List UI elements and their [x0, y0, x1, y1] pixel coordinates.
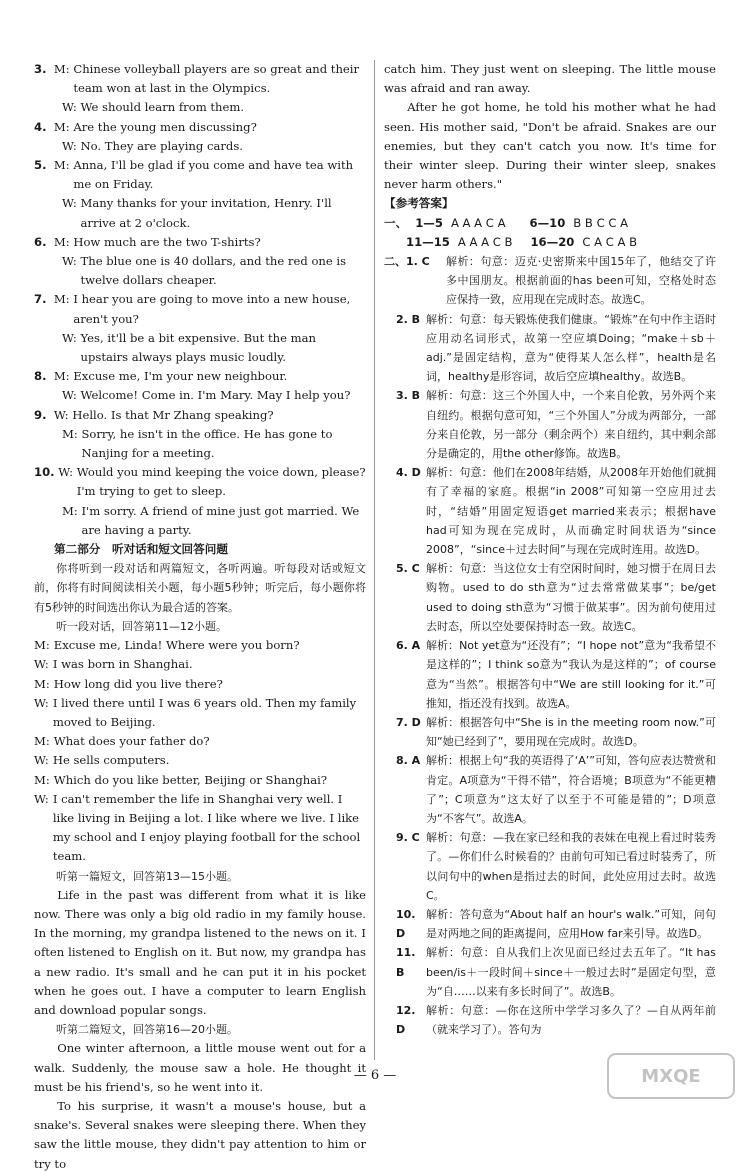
explanation-number: 4. D: [396, 466, 421, 480]
dialogue-line: [34, 290, 366, 328]
explanation-text: 解析：答句意为“About half an hour's walk.”可知，问句是对两地之间的距离提问，应用How far来引导。故选D。: [426, 907, 716, 941]
speaker: M:: [34, 638, 50, 653]
explanation-text: 解析：句意：当这位女士有空闲时间时，她习惯于在周日去购物。used to do sth意为“过去常常做某事”；be/get used to doing sth意为“习惯于做某事”。因为前句使用过去时态，所以空处要保持时态一致。故选C。: [426, 562, 716, 633]
speaker: M:: [34, 734, 50, 749]
explanation-number: 8. A: [396, 754, 421, 768]
dialogue-line: [34, 60, 366, 98]
section-heading: 第二部分 听对话和短文回答问题: [54, 542, 228, 557]
answer-keys: A A A C B: [457, 234, 513, 249]
explanation-item: [384, 943, 716, 1001]
dialogue-line: [34, 406, 366, 425]
speaker: W:: [62, 330, 77, 345]
explanation-item: [384, 463, 716, 559]
explanation-text: 解析：句意：他们在2008年结婚，从2008年开始他们就拥有了幸福的家庭。根据“in 2008”可知第一空应用过去时，“结婚”用固定短语get married来表示；根据have had可知为现在完成时，从而确定时间状语为“since 2008”，“since＋过去时间”与现在完成时连用。故选D。: [426, 466, 716, 557]
passage-1-intro: 听第一篇短文，回答第13—15小题。: [56, 869, 238, 883]
question-number: 8.: [34, 369, 47, 384]
explanation-item: [384, 713, 716, 751]
speaker-label: [34, 329, 81, 367]
speaker-label: [34, 118, 73, 137]
explanation-text: 解析：句意：—你在这所中学学习多久了？—自从两年前（就来学习了）。答句为: [426, 1003, 716, 1037]
speaker: W:: [34, 791, 49, 806]
answer-key-heading: 【参考答案】: [384, 196, 454, 211]
dialogue-line: [34, 194, 366, 232]
question-number: 4.: [34, 119, 47, 134]
speaker: W:: [58, 465, 74, 480]
utterance: He sells computers.: [52, 753, 170, 768]
explanation-text: 解析：句意：每天锻炼使我们健康。“锻炼”在句中作主语时应用动名词形式，故第一空应填Doing；“make＋sb＋adj.”是固定结构，意为“使得某人怎么样”，health是名词，healthy是形容词，故后空应填healthy。故选B。: [426, 312, 716, 384]
explanation-text: 解析：句意：—我在家已经和我的表妹在电视上看过时装秀了。—你们什么时候看的？由前句可知已看过时装秀了，所以问句中的when是指过去的时间，此处应用过去时。故选C。: [426, 831, 716, 902]
dialogue-line: [34, 252, 366, 290]
explanation-item: [384, 252, 716, 310]
dialogue-2: [34, 636, 366, 866]
dialogue-line: [34, 790, 366, 867]
speaker: M:: [53, 119, 70, 134]
answer-row-2: [384, 233, 716, 252]
speaker: W:: [62, 138, 77, 153]
utterance: I hear you are going to move into a new house, aren't you?: [73, 292, 351, 326]
explanation-number: 9. C: [396, 831, 420, 845]
dialogue-line: [34, 386, 366, 405]
question-number: 6.: [34, 234, 47, 249]
speaker: M:: [34, 772, 50, 787]
speaker-label: [34, 156, 73, 194]
utterance: How much are the two T-shirts?: [73, 234, 261, 249]
utterance: Which do you like better, Beijing or Shanghai?: [53, 772, 328, 787]
explanation-item: [384, 310, 716, 387]
answer-range: 11—15: [406, 234, 450, 249]
explanation-item: [384, 1001, 716, 1039]
utterance: Hello. Is that Mr Zhang speaking?: [72, 407, 274, 422]
speaker: M:: [53, 369, 70, 384]
explanation-item: [384, 636, 716, 713]
answer-range: 1—5: [415, 215, 443, 230]
speaker: W:: [53, 407, 69, 422]
speaker: W:: [34, 753, 49, 768]
speaker: M:: [62, 426, 78, 441]
passage-1-text: Life in the past was different from what it is like now. There was only a big old radio in my family house. In the morning, my grandpa listened to the news on it. I often listened to English on it. But now, my grandpa has a new radio. It's small and he can put it in his pocket when he goes out. I have a computer to learn English and download popular songs.: [34, 887, 366, 1017]
explanation-number: 5. C: [396, 562, 420, 576]
answer-keys: B B C C A: [573, 215, 629, 230]
dialogue-line: [34, 98, 366, 117]
explanation-item: [384, 828, 716, 905]
speaker-label: [34, 367, 73, 386]
speaker: M:: [53, 234, 70, 249]
dialogue-line: [34, 425, 366, 463]
dialogue-line: [34, 694, 366, 732]
speaker-label: [34, 194, 81, 232]
speaker: W:: [62, 254, 77, 269]
speaker-label: [34, 252, 81, 290]
speaker: W:: [34, 657, 49, 672]
explanation-number: 二、1. C: [384, 255, 430, 269]
speaker: W:: [34, 695, 49, 710]
dialogue-line: [34, 502, 366, 540]
utterance: I lived there until I was 6 years old. Then my family moved to Beijing.: [52, 695, 357, 729]
speaker: W:: [62, 196, 77, 211]
utterance: How long did you live there?: [53, 676, 223, 691]
answer-range: 16—20: [530, 234, 575, 249]
speaker: M:: [53, 292, 70, 307]
speaker: W:: [62, 388, 77, 403]
dialogue-list: [34, 60, 366, 540]
answer-keys: A A A C A: [450, 215, 506, 230]
dialogue-line: [34, 463, 366, 501]
question-number: 5.: [34, 158, 47, 173]
explanation-number: 12. D: [396, 1003, 416, 1037]
question-number: 3.: [34, 62, 47, 76]
passage-2-paragraph-1: One winter afternoon, a little mouse went out for a walk. Suddenly, the mouse saw a hole. He thought it must be his friend's, so he went into it.: [34, 1041, 366, 1094]
utterance: Excuse me, I'm your new neighbour.: [73, 369, 288, 384]
explanation-item: [384, 559, 716, 636]
explanation-item: [384, 905, 716, 943]
utterance: I was born in Shanghai.: [52, 657, 193, 672]
explanation-item: [384, 751, 716, 828]
answer-row-1: [384, 214, 716, 233]
dialogue-line: [34, 751, 366, 770]
speaker-label: [34, 463, 77, 501]
dialogue-line: [34, 655, 366, 674]
speaker-label: [34, 98, 81, 117]
utterance: No. They are playing cards.: [80, 138, 243, 153]
explanation-text: 解析：句意：这三个外国人中，一个来自伦敦，另外两个来自纽约。根据句意可知，“三个外国人”分成为两部分，一部分来自伦敦，另一部分（剩余两个）来自纽约，其中剩余部分是确定的，用the other修饰。故选B。: [426, 389, 716, 461]
watermark-logo: [606, 1050, 736, 1102]
explanation-number: 6. A: [396, 639, 421, 653]
explanation-text: 解析：句意：自从我们上次见面已经过去五年了。“It has been/is＋一段时间＋since＋一般过去时”是固定句型，意为“自……以来有多长时间了”。故选B。: [426, 946, 716, 998]
speaker-label: [34, 386, 81, 405]
explanation-number: 11. B: [396, 946, 416, 979]
speaker-label: [34, 290, 73, 328]
dialogue-line: [34, 118, 366, 137]
speaker: M:: [34, 676, 50, 691]
dialogue-line: [34, 156, 366, 194]
answer-section-label: 一、: [384, 215, 408, 230]
question-number: 9.: [34, 407, 47, 422]
question-number: 7.: [34, 292, 47, 307]
speaker: M:: [62, 503, 78, 518]
utterance: Are the young men discussing?: [73, 119, 257, 134]
passage-2-paragraph-2: To his surprise, it wasn't a mouse's house, but a snake's. Several snakes were sleeping there. When they saw the little mouse, they didn't pay attention to him or try to: [34, 1098, 366, 1171]
answer-range: 6—10: [529, 215, 566, 230]
dialogue-line: [34, 732, 366, 751]
dialogue-intro: 听一段对话，回答第11—12小题。: [56, 619, 227, 633]
dialogue-line: [34, 137, 366, 156]
explanation-text: 解析：Not yet意为“还没有”；“I hope not”意为“我希望不是这样的”；I think so意为“我认为是这样的”；of course意为“当然”。根据答句中“We are still looking for it.”可推知，指还没有找到。故选A。: [426, 639, 716, 710]
utterance: Welcome! Come in. I'm Mary. May I help you?: [80, 388, 351, 403]
explanation-text: 解析：根据答句中“She is in the meeting room now.”可知“她已经到了”，要用现在完成时。故选D。: [426, 715, 716, 749]
speaker-label: [34, 60, 73, 98]
dialogue-line: [34, 329, 366, 367]
utterance: I'm sorry. A friend of mine just got married. We are having a party.: [81, 503, 360, 537]
dialogue-line: [34, 675, 366, 694]
section-instructions: 你将听到一段对话和两篇短文，各听两遍。听每段对话或短文前，你将有时间阅读相关小题，每小题5秒钟；听完后，每小题你将有5秒钟的时间选出你认为最合适的答案。: [34, 562, 366, 614]
question-number: 10.: [34, 465, 55, 480]
explanation-number: 2. B: [396, 312, 421, 326]
explanation-text: 解析：根据上句“我的英语得了‘A’”可知，答句应表达赞赏和肯定。A项意为“干得不错”，符合语境；B项意为“不能更糟了”；C项意为“这太好了以至于不可能是错的”；D项意为“不客气”。故选A。: [426, 754, 716, 825]
dialogue-line: [34, 636, 366, 655]
speaker-label: [34, 502, 81, 540]
speaker-label: [34, 425, 81, 463]
explanation-list: [384, 252, 716, 1039]
right-column: [384, 60, 716, 1039]
utterance: Sorry, he isn't in the office. He has gone to Nanjing for a meeting.: [81, 426, 333, 461]
left-column: [34, 60, 366, 1174]
speaker: W:: [62, 100, 77, 115]
column-divider: [374, 60, 375, 1060]
explanation-number: 3. B: [396, 389, 421, 403]
speaker: M:: [53, 158, 70, 173]
explanation-number: 7. D: [396, 715, 421, 729]
utterance: Chinese volleyball players are so great and their team won at last in the Olympics.: [73, 62, 360, 96]
dialogue-line: [34, 367, 366, 386]
passage-2-intro: 听第二篇短文，回答第16—20小题。: [56, 1023, 238, 1037]
dialogue-line: [34, 233, 366, 252]
utterance: What does your father do?: [53, 734, 210, 749]
utterance: We should learn from them.: [80, 100, 245, 115]
explanation-text: 解析：句意：迈克·史密斯来中国15年了，他结交了许多中国朋友。根据前面的has been可知，空格处时态应保持一致，应用现在完成时态。故选C。: [446, 255, 716, 307]
utterance: The blue one is 40 dollars, and the red one is twelve dollars cheaper.: [80, 254, 347, 288]
passage-2-paragraph-3: After he got home, he told his mother what he had seen. His mother said, "Don't be afraid. Snakes are our enemies, but they can't catch you now. It's time for their winter sleep. During their winter sleep, snakes never harm others.": [384, 100, 716, 192]
speaker-label: [34, 137, 81, 156]
page-number: — 6 —: [353, 1068, 397, 1083]
speaker: M:: [53, 62, 70, 76]
speaker-label: [34, 406, 72, 425]
utterance: Anna, I'll be glad if you come and have tea with me on Friday.: [73, 158, 354, 192]
explanation-item: [384, 386, 716, 463]
utterance: Many thanks for your invitation, Henry. I'll arrive at 2 o'clock.: [80, 196, 332, 230]
utterance: Yes, it'll be a bit expensive. But the man upstairs always plays music loudly.: [80, 330, 317, 365]
speaker-label: [34, 233, 73, 252]
answer-keys: C A C A B: [582, 234, 638, 249]
svg-text:MXQE: MXQE: [641, 1066, 701, 1087]
explanation-number: 10. D: [396, 907, 416, 941]
utterance: Would you mind keeping the voice down, please? I'm trying to get to sleep.: [76, 465, 366, 499]
utterance: Excuse me, Linda! Where were you born?: [53, 638, 300, 653]
dialogue-line: [34, 771, 366, 790]
passage-2-paragraph-2-continued: catch him. They just went on sleeping. The little mouse was afraid and ran away.: [384, 62, 716, 96]
utterance: I can't remember the life in Shanghai very well. I like living in Beijing a lot. I like where we live. I like my school and I enjoy playing football for the school team.: [52, 791, 361, 864]
